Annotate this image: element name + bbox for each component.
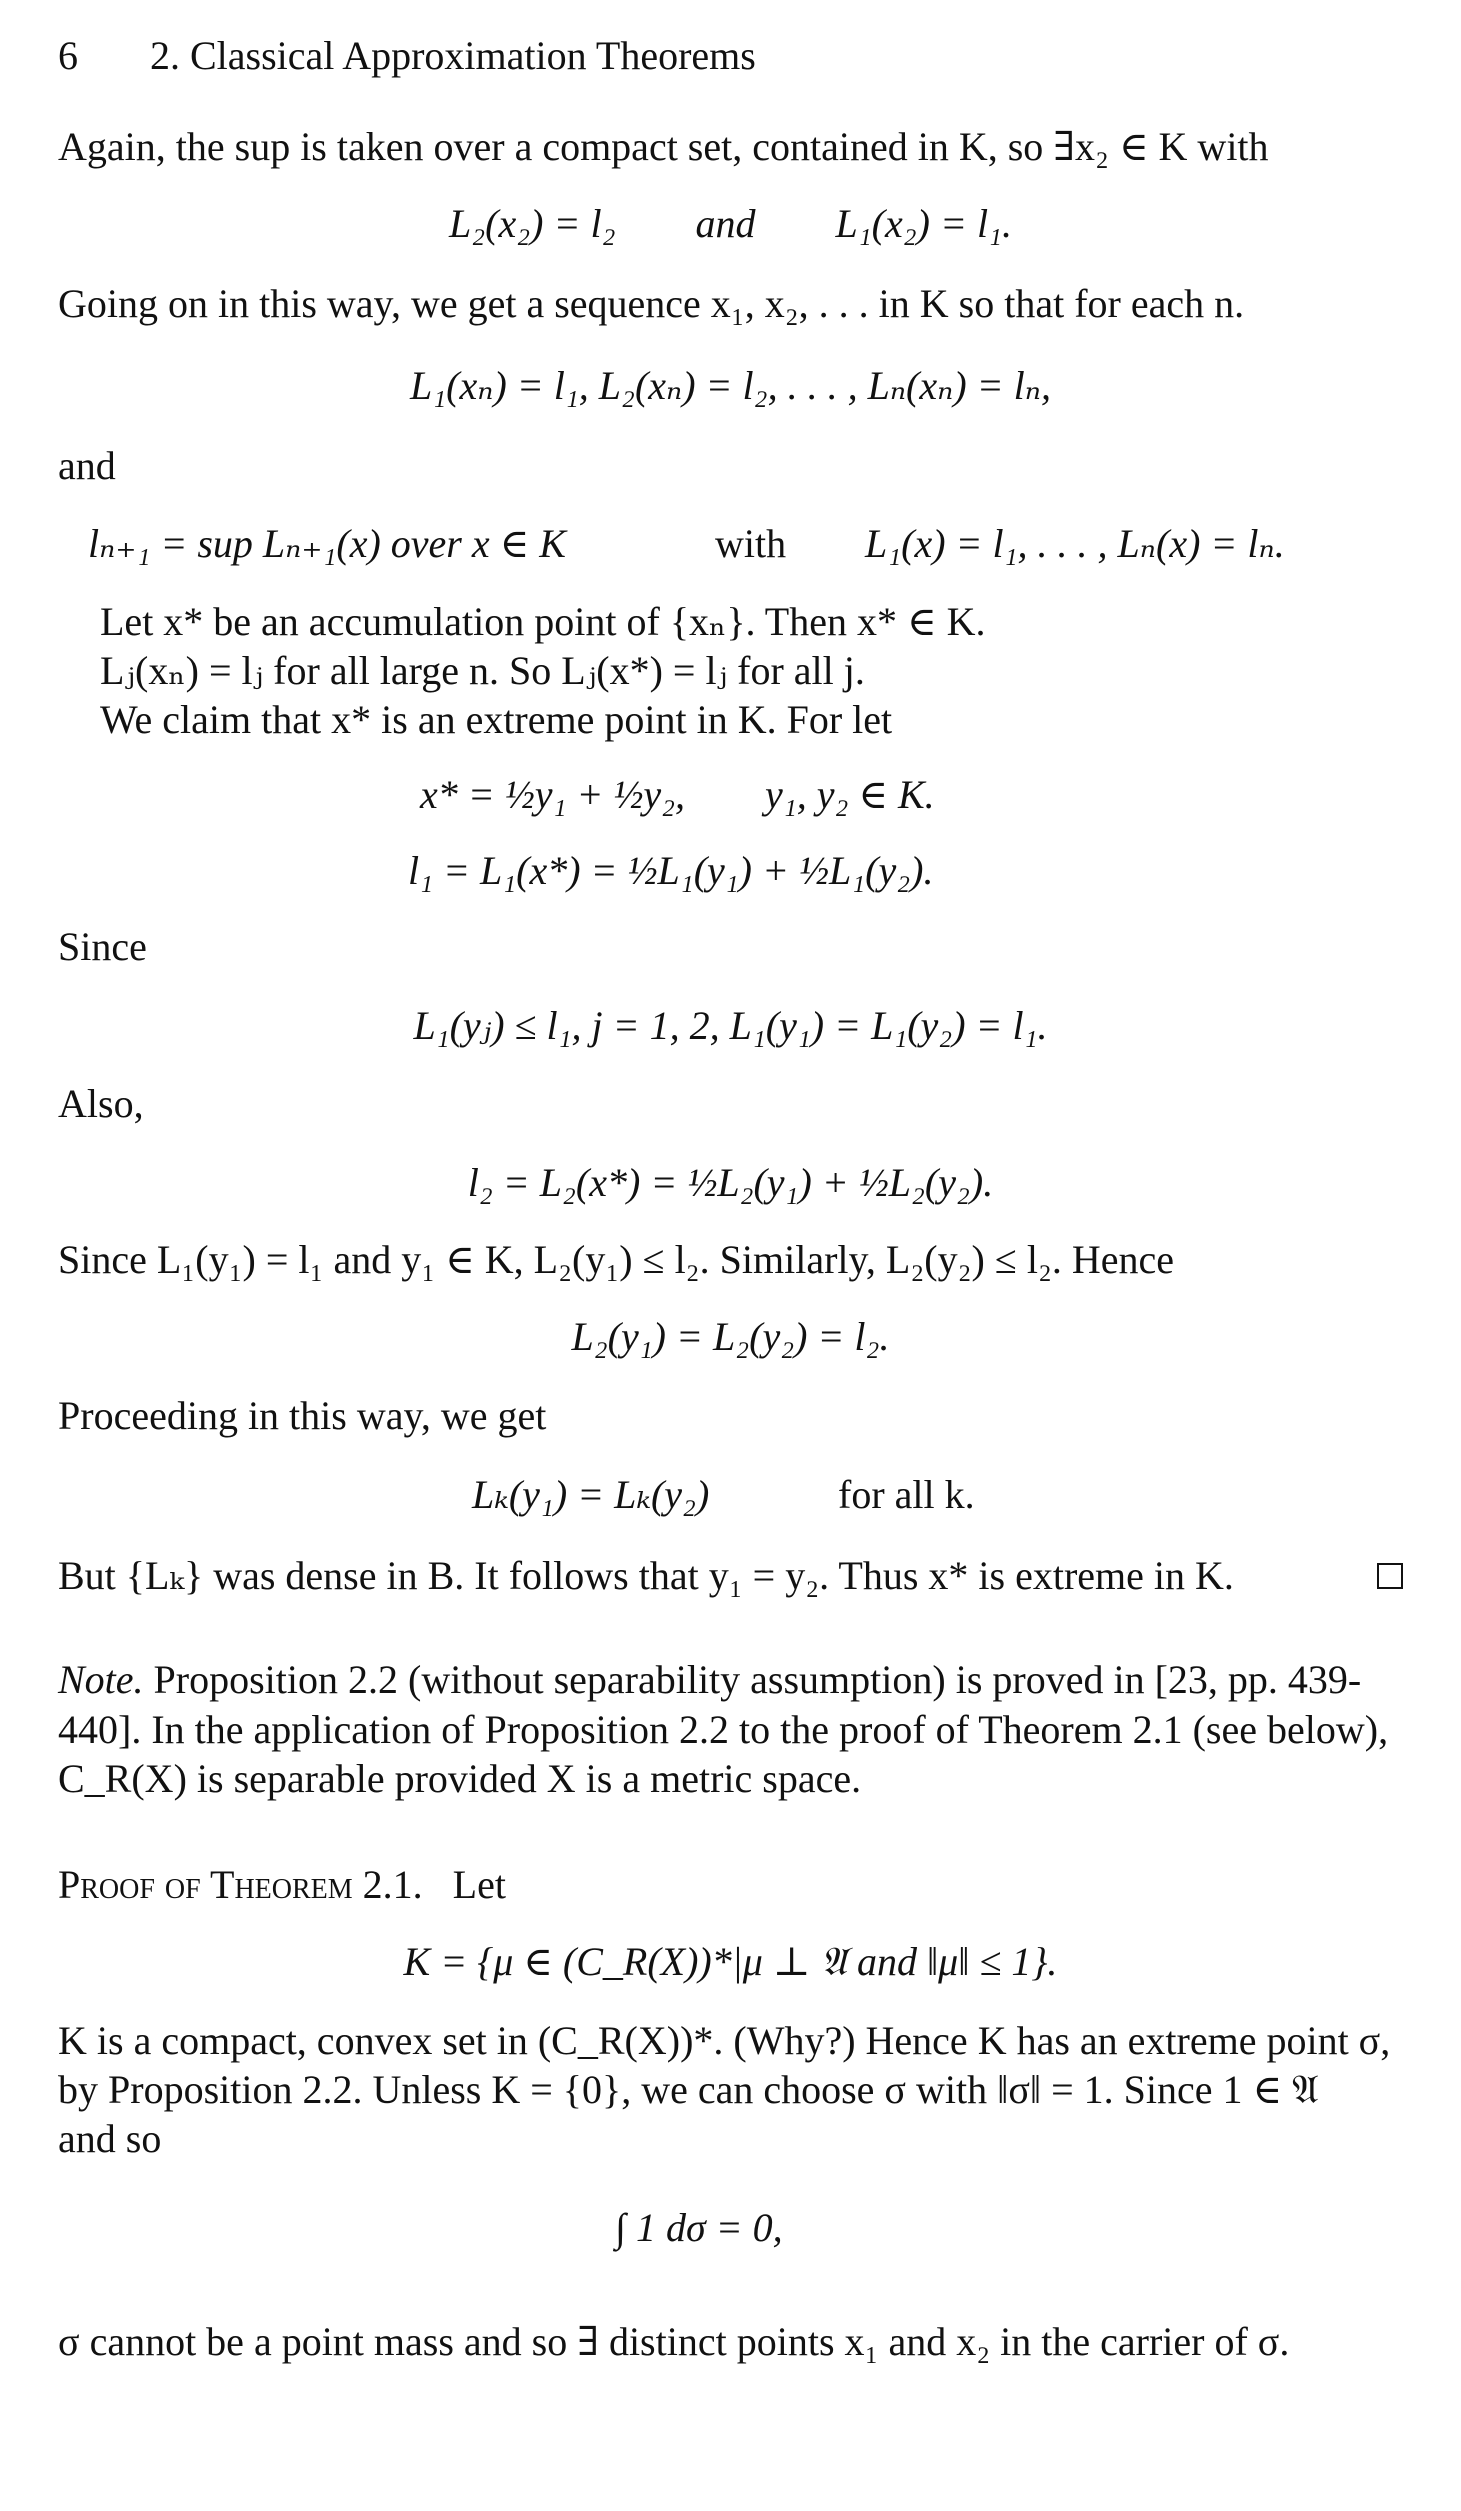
equation-6: L₁(yⱼ) ≤ l₁, j = 1, 2, L₁(y₁) = L₁(y₂) = l₁. — [413, 1003, 1048, 1048]
paragraph-5: Proceeding in this way, we get — [58, 1393, 547, 1438]
paragraph-7-line-3: and so — [58, 2116, 162, 2161]
equation-3-right: L₁(x) = l₁, . . . , Lₙ(x) = lₙ. — [865, 521, 1285, 566]
paragraph-4: Since L₁(y₁) = l₁ and y₁ ∈ K, L₂(y₁) ≤ l₂. Similarly, L₂(y₂) ≤ l₂. Hence — [58, 1237, 1175, 1282]
running-title: 2. Classical Approximation Theorems — [150, 33, 756, 78]
paragraph-3a: Let x* be an accumulation point of {xₙ}. Then x* ∈ K. — [100, 599, 986, 644]
equation-9-right: for all k. — [838, 1472, 975, 1517]
qed-square — [1377, 1563, 1403, 1589]
equation-9-left: Lₖ(y₁) = Lₖ(y₂) — [472, 1472, 710, 1517]
equation-3-with: with — [715, 521, 787, 566]
paragraph-1: Again, the sup is taken over a compact set, contained in K, so ∃x₂ ∈ K with — [58, 124, 1269, 169]
equation-4: x* = ½y₁ + ½y₂, y₁, y₂ ∈ K. — [420, 772, 935, 817]
equation-5: l₁ = L₁(x*) = ½L₁(y₁) + ½L₁(y₂). — [408, 848, 934, 893]
proof-heading-line — [58, 1862, 506, 1907]
equation-11: ∫ 1 dσ = 0, — [615, 2205, 783, 2250]
note-text-1: Proposition 2.2 (without separability assumption) is proved in [23, pp. 439- — [153, 1657, 1362, 1702]
paragraph-3c: We claim that x* is an extreme point in K. For let — [100, 697, 893, 742]
word-since: Since — [58, 924, 147, 969]
paragraph-3b: Lⱼ(xₙ) = lⱼ for all large n. So Lⱼ(x*) = lⱼ for all j. — [100, 648, 865, 693]
note-label: Note. — [58, 1657, 144, 1702]
note-line-3: C_R(X) is separable provided X is a metric space. — [58, 1756, 862, 1801]
word-and: and — [58, 443, 116, 488]
page-number: 6 — [58, 33, 78, 78]
equation-10: K = {μ ∈ (C_R(X))*|μ ⊥ 𝔄 and ‖μ‖ ≤ 1}. — [403, 1939, 1058, 1984]
paragraph-8: σ cannot be a point mass and so ∃ distinct points x₁ and x₂ in the carrier of σ. — [58, 2319, 1290, 2364]
note-line-2: 440]. In the application of Proposition 2.2 to the proof of Theorem 2.1 (see below), — [58, 1707, 1389, 1752]
paragraph-7-line-2: by Proposition 2.2. Unless K = {0}, we can choose σ with ‖σ‖ = 1. Since 1 ∈ 𝔄 — [58, 2067, 1319, 2112]
paragraph-7-line-1: K is a compact, convex set in (C_R(X))*. (Why?) Hence K has an extreme point σ, — [58, 2018, 1391, 2063]
equation-8: L₂(y₁) = L₂(y₂) = l₂. — [571, 1314, 890, 1359]
equation-2: L₁(xₙ) = l₁, L₂(xₙ) = l₂, . . . , Lₙ(xₙ) = lₙ, — [410, 363, 1051, 408]
equation-7: l₂ = L₂(x*) = ½L₂(y₁) + ½L₂(y₂). — [467, 1160, 994, 1205]
proof-let: Let — [452, 1862, 506, 1907]
proof-heading: Proof of Theorem 2.1. — [58, 1862, 423, 1907]
note-line-1 — [58, 1657, 1362, 1702]
equation-1: L₂(x₂) = l₂ and L₁(x₂) = l₁. — [449, 201, 1012, 246]
word-also: Also, — [58, 1081, 144, 1126]
paragraph-2: Going on in this way, we get a sequence x₁, x₂, . . . in K so that for each n. — [58, 281, 1245, 326]
equation-3-left: lₙ₊₁ = sup Lₙ₊₁(x) over x ∈ K — [88, 521, 566, 566]
paragraph-6: But {Lₖ} was dense in B. It follows that y₁ = y₂. Thus x* is extreme in K. — [58, 1553, 1234, 1598]
